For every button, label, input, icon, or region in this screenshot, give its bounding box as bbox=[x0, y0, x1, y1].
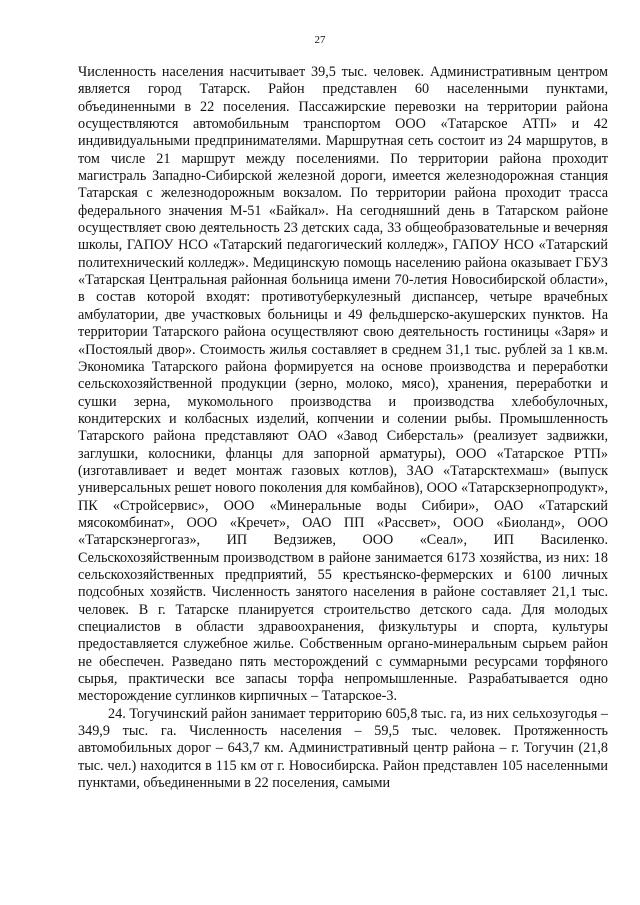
page-number: 27 bbox=[314, 34, 326, 46]
document-body bbox=[78, 64, 608, 792]
paragraph-tatarsky-district: Численность населения насчитывает 39,5 тыс. человек. Административным центром является город Татарск. Район представлен 60 населенными пунктами, объединенными в 22 поселения. Пассажирские перевозки на территории района осуществляются автомобильным транспортом ООО «Татарское АТП» и 42 индивидуальными предпринимателями. Маршрутная сеть состоит из 24 маршрутов, в том числе 21 маршрут между поселениями. По территории района проходит магистраль Западно-Сибирской железной дороги, имеется железнодорожная станция Татарская с железнодорожным вокзалом. По территории района проходит трасса федерального значения М-51 «Байкал». На сегодняшний день в Татарском районе осуществляет свою деятельность 23 детских сада, 33 общеобразовательные и вечерняя школы, ГАПОУ НСО «Татарский педагогический колледж», ГАПОУ НСО «Татарский политехнический колледж». Медицинскую помощь населению района оказывает ГБУЗ «Татарская Центральная районная больница имени 70-летия Новосибирской области», в состав которой входят: противотуберкулезный диспансер, четыре врачебных амбулатории, две участковых больницы и 49 фельдшерско-акушерских пунктов. На территории Татарского района осуществляют свою деятельность гостиницы «Заря» и «Постоялый двор». Стоимость жилья составляет в среднем 31,1 тыс. рублей за 1 кв.м. Экономика Татарского района формируется на основе производства и переработки сельскохозяйственной продукции (зерно, молоко, мясо), хранения, переработки и сушки зерна, мукомольного производства и производства хлебобулочных, кондитерских и колбасных изделий, копчении и солении рыбы. Промышленность Татарского района представляют ОАО «Завод Сиберсталь» (реализует задвижки, заглушки, колосники, фланцы для запорной арматуры), ООО «Татарское РТП» (изготавливает и ведет монтаж газовых котлов), ЗАО «Татарсктехмаш» (выпуск универсальных решет нового поколения для комбайнов), ООО «Татарскзернопродукт», ПК «Стройсервис», ООО «Минеральные воды Сибири», ОАО «Татарский мясокомбинат», ООО «Кречет», ОАО ПП «Рассвет», ООО «Биоланд», ООО «Татарскэнергогаз», ИП Ведзижев, ООО «Сеал», ИП Василенко. Сельскохозяйственным производством в районе занимается 6173 хозяйства, из них: 18 сельскохозяйственных предприятий, 55 крестьянско-фермерских и 6100 личных подсобных хозяйств. Численность занятого населения в районе составляет 21,1 тыс. человек. В г. Татарске планируется строительство детского сада. Для молодых специалистов в области здравоохранения, физкультуры и спорта, культуры предоставляется служебное жилье. Собственным органо-минеральным сырьем район не обеспечен. Разведано пять месторождений с суммарными ресурсами торфяного сырья, практически все запасы торфа непромышленные. Разрабатывается одно месторождение суглинков кирпичных – Татарское-3. bbox=[78, 64, 608, 705]
paragraph-toguchinsky-district: 24. Тогучинский район занимает территорию 605,8 тыс. га, из них сельхозугодья – 349,9 тыс. га. Численность населения – 59,5 тыс. человек. Протяженность автомобильных дорог – 643,7 км. Административный центр района – г. Тогучин (21,8 тыс. чел.) находится в 115 км от г. Новосибирска. Район представлен 105 населенными пунктами, объединенными в 22 поселения, самыми bbox=[78, 705, 608, 792]
